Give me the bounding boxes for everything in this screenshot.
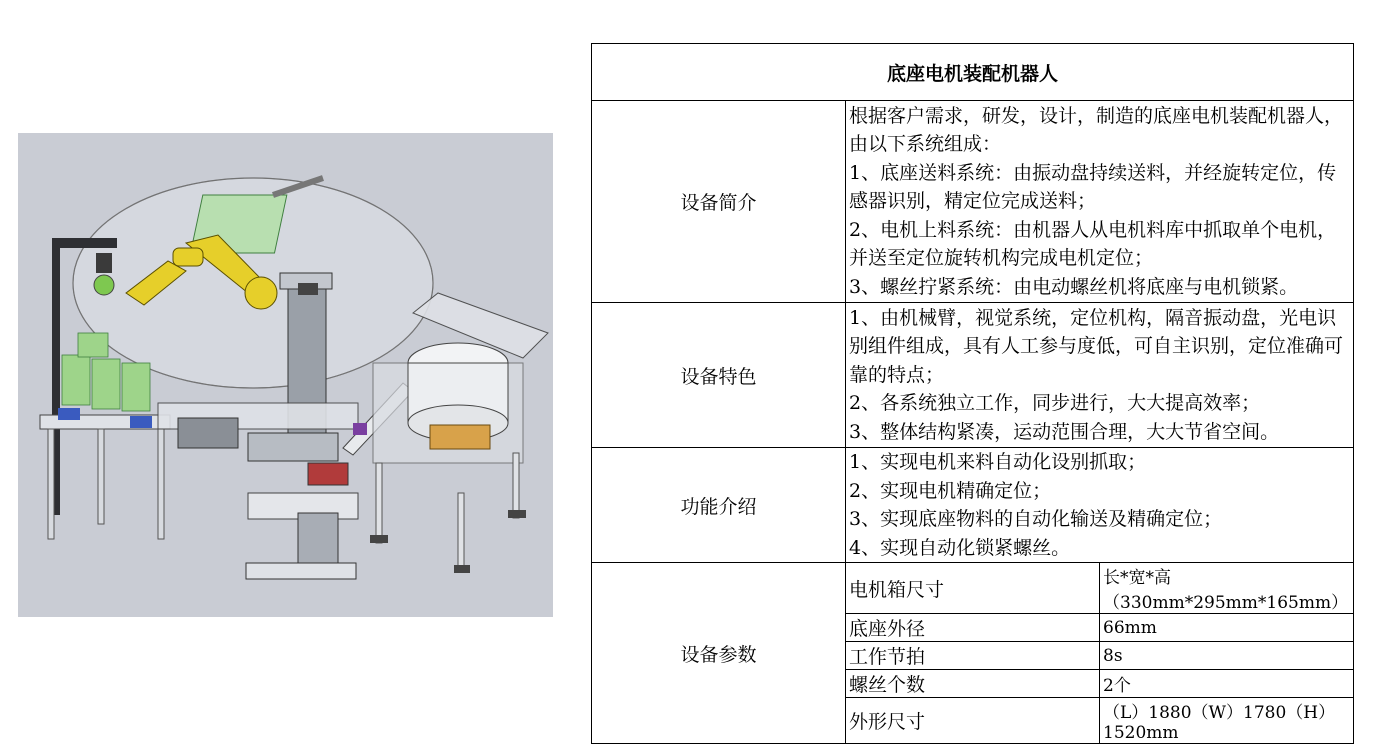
section-content-features (846, 303, 1354, 448)
section-label-features: 设备特色 (592, 303, 846, 448)
param-value: 66mm (1100, 614, 1354, 642)
param-key: 工作节拍 (846, 642, 1100, 670)
features-line-0: 1、由机械臂，视觉系统，定位机构，隔音振动盘，光电识别组件组成，具有人工参与度低，可自主识别，定位准确可靠的特点； (849, 306, 1344, 386)
functions-line-2: 3、实现底座物料的自动化输送及精确定位； (849, 508, 1223, 530)
param-value: 长*宽*高（330mm*295mm*165mm） (1100, 563, 1354, 614)
section-label-intro: 设备简介 (592, 101, 846, 303)
param-value: 8s (1100, 642, 1354, 670)
intro-line-1: 1、底座送料系统：由振动盘持续送料，并经旋转定位，传感器识别，精定位完成送料； (849, 161, 1337, 213)
param-key: 螺丝个数 (846, 670, 1100, 698)
section-label-functions: 功能介绍 (592, 448, 846, 563)
functions-line-3: 4、实现自动化锁紧螺丝。 (849, 536, 1071, 559)
functions-line-0: 1、实现电机来料自动化设别抓取； (849, 451, 1147, 473)
param-value: 2个 (1100, 670, 1354, 698)
table-title: 底座电机装配机器人 (592, 44, 1354, 101)
machine-render-image (18, 133, 553, 617)
param-value: （L）1880（W）1780（H）1520mm (1100, 698, 1354, 744)
section-content-intro (846, 101, 1354, 303)
param-key: 外形尺寸 (846, 698, 1100, 744)
param-key: 电机箱尺寸 (846, 563, 1100, 614)
functions-line-1: 2、实现电机精确定位； (849, 479, 1052, 502)
param-key: 底座外径 (846, 614, 1100, 642)
spec-table (591, 43, 1354, 744)
intro-line-3: 3、螺丝拧紧系统：由电动螺丝机将底座与电机锁紧。 (849, 275, 1299, 298)
features-line-1: 2、各系统独立工作，同步进行，大大提高效率； (849, 392, 1261, 415)
section-label-params: 设备参数 (592, 563, 846, 744)
intro-line-0: 根据客户需求，研发，设计，制造的底座电机装配机器人，由以下系统组成： (849, 104, 1344, 156)
intro-line-2: 2、电机上料系统：由机器人从电机料库中抓取单个电机，并送至定位旋转机构完成电机定位； (849, 218, 1337, 270)
section-content-functions (846, 448, 1354, 563)
features-line-2: 3、整体结构紧凑，运动范围合理，大大节省空间。 (849, 420, 1280, 443)
